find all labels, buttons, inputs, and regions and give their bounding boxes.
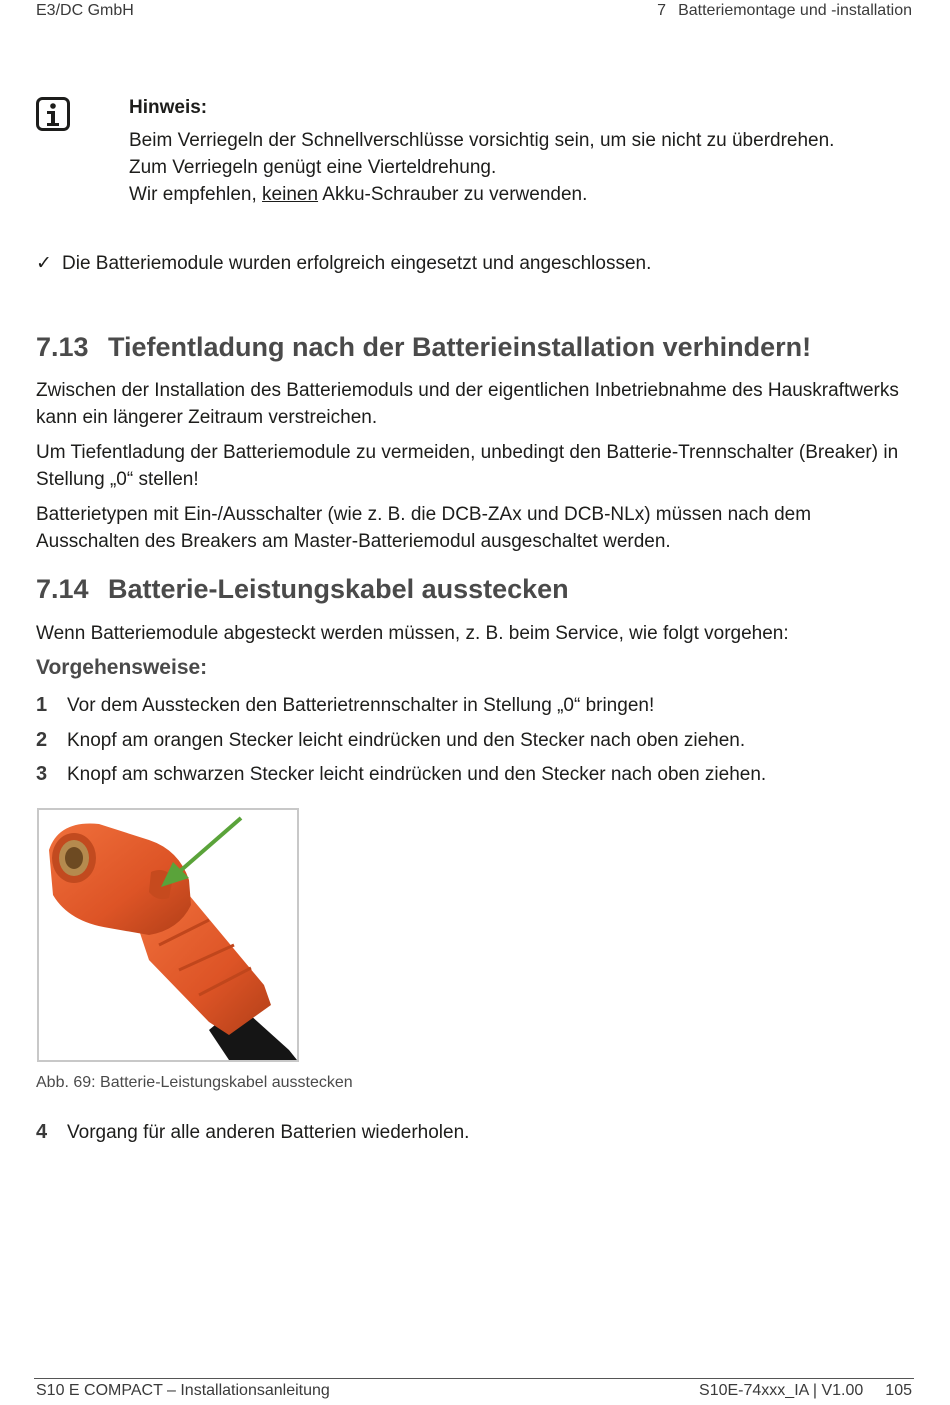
page-number: 105: [885, 1382, 912, 1399]
section-title: Tiefentladung nach der Batterieinstallation verhindern!: [108, 332, 812, 362]
section-heading-714: [36, 574, 569, 605]
result-line: [36, 250, 651, 277]
header-chapter: [657, 2, 912, 20]
step-text: Knopf am orangen Stecker leicht eindrücken und den Stecker nach oben ziehen.: [67, 730, 746, 751]
step-item: [36, 1119, 469, 1146]
step-text: Vor dem Ausstecken den Batterietrennschalter in Stellung „0“ bringen!: [67, 695, 655, 716]
section-title: Batterie-Leistungskabel ausstecken: [108, 574, 569, 604]
result-text: Die Batteriemodule wurden erfolgreich eingesetzt und angeschlossen.: [62, 253, 652, 274]
info-icon: [36, 97, 70, 131]
step-item: [36, 727, 745, 754]
connector-illustration: [39, 810, 297, 1060]
figure-caption: Abb. 69: Batterie-Leistungskabel ausstecken: [36, 1074, 353, 1091]
note-text: Akku-Schrauber zu verwenden.: [318, 184, 588, 205]
note-text: Wir empfehlen,: [129, 184, 263, 205]
step-text: Knopf am schwarzen Stecker leicht eindrücken und den Stecker nach oben ziehen.: [67, 764, 767, 785]
step-number: 2: [36, 729, 48, 751]
note-emphasis: keinen: [262, 184, 319, 205]
footer-document-title: S10 E COMPACT – Installationsanleitung: [36, 1382, 330, 1399]
paragraph: Um Tiefentladung der Batteriemodule zu vermeiden, unbedingt den Batterie-Trennschalter (Breaker) in Stellung „0“ stellen!: [36, 442, 899, 490]
step-number: 3: [36, 763, 48, 785]
figure-connector-photo: [37, 808, 299, 1062]
note-line: Zum Verriegeln genügt eine Vierteldrehung.: [129, 157, 497, 178]
section-heading-713: [36, 332, 811, 363]
footer-right: [699, 1382, 912, 1400]
note-line: Beim Verriegeln der Schnellverschlüsse vorsichtig sein, um sie nicht zu überdrehen.: [129, 130, 835, 151]
footer-document-id: S10E-74xxx_IA | V1.00: [699, 1382, 864, 1399]
header-chapter-title: Batteriemontage und -installation: [678, 2, 912, 19]
check-icon: ✓: [36, 253, 52, 274]
paragraph: Wenn Batteriemodule abgesteckt werden müssen, z. B. beim Service, wie folgt vorgehen:: [36, 623, 789, 644]
step-text: Vorgang für alle anderen Batterien wiederholen.: [67, 1122, 470, 1143]
step-item: [36, 692, 654, 719]
step-item: [36, 761, 766, 788]
step-number: 1: [36, 694, 48, 716]
paragraph: Zwischen der Installation des Batteriemoduls und der eigentlichen Inbetriebnahme des Hauskraftwerks kann ein längerer Zeitraum verstreichen.: [36, 380, 899, 428]
section-number: 7.13: [36, 332, 89, 362]
paragraph: Batterietypen mit Ein-/Ausschalter (wie z. B. die DCB-ZAx und DCB-NLx) müssen nach dem Ausschalten des Breakers am Master-Batteriemodul ausgeschaltet werden.: [36, 504, 812, 552]
note-title: Hinweis:: [129, 97, 208, 118]
header-company: E3/DC GmbH: [36, 2, 134, 19]
header-chapter-number: 7: [657, 2, 667, 19]
procedure-label: Vorgehensweise:: [36, 656, 208, 679]
note-line: [129, 181, 919, 208]
note-block: [129, 94, 919, 208]
footer-divider: [34, 1378, 914, 1379]
step-number: 4: [36, 1121, 48, 1143]
section-number: 7.14: [36, 574, 89, 604]
